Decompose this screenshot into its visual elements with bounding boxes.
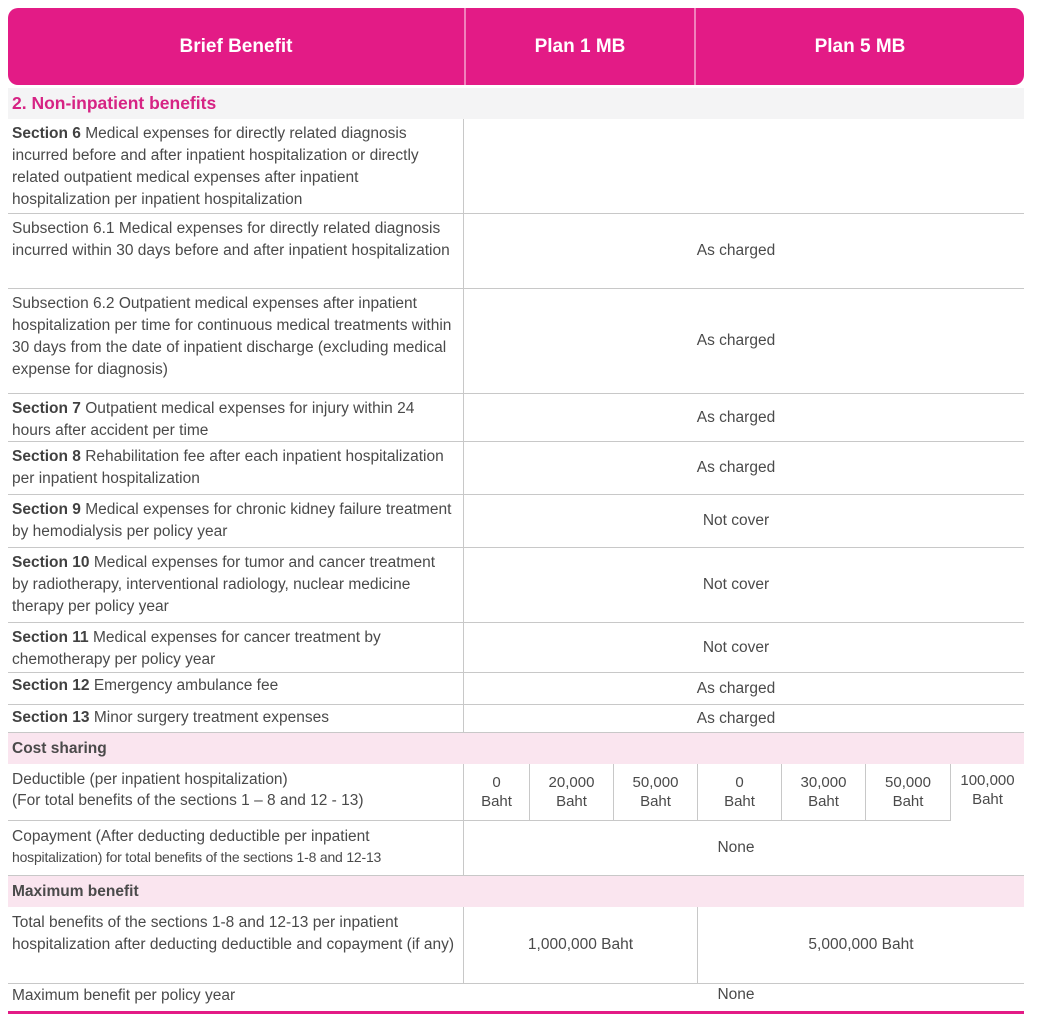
deductible-value-cell: 50,000 Baht	[614, 764, 698, 821]
deductible-label	[8, 764, 464, 821]
benefit-value: Not cover	[702, 638, 770, 656]
table-row-section-7	[8, 394, 1024, 442]
header-brief-benefit: Brief Benefit	[179, 35, 293, 57]
copayment-value: None	[717, 839, 755, 856]
table-row-section-9	[8, 495, 1024, 548]
table-row-section-13	[8, 705, 1024, 733]
benefit-text: Emergency ambulance fee	[89, 677, 279, 694]
table-header	[8, 8, 1024, 85]
copayment-label	[8, 821, 464, 875]
table-row-copayment	[8, 821, 1024, 876]
benefit-value: As charged	[696, 332, 776, 349]
benefit-value: As charged	[696, 242, 776, 259]
deductible-label-line1: Deductible (per inpatient hospitalization)	[12, 771, 288, 788]
benefit-value: As charged	[696, 679, 776, 697]
table-row-section-12	[8, 673, 1024, 705]
benefit-label	[8, 394, 464, 441]
deductible-label-line2: (For total benefits of the sections 1 – 8 and 12 - 13)	[12, 792, 364, 809]
benefit-label	[8, 623, 464, 672]
benefit-label	[8, 442, 464, 494]
deductible-value-cell: 100,000 Baht	[960, 772, 1015, 808]
benefit-value: Not cover	[702, 512, 770, 529]
table-row-subsection-6-1	[8, 214, 1024, 289]
section-number: Section 12	[12, 677, 90, 694]
benefit-text: Medical expenses for chronic kidney failure treatment by hemodialysis per policy year	[12, 501, 452, 540]
section-number: Section 8	[12, 448, 81, 465]
section-number: Section 13	[12, 709, 90, 726]
max-benefit-per-year-value: None	[717, 986, 755, 1003]
deductible-value-cell: 30,000 Baht	[782, 764, 866, 821]
benefit-table	[8, 8, 1024, 1014]
table-bottom-border	[8, 1011, 1024, 1014]
benefit-label	[8, 705, 464, 732]
benefit-text: Minor surgery treatment expenses	[89, 709, 330, 726]
max-benefit-per-year-label: Maximum benefit per policy year	[12, 987, 236, 1004]
benefit-text: Medical expenses for tumor and cancer treatment by radiotherapy, interventional radiology, nuclear medicine therapy per policy year	[12, 554, 436, 615]
benefit-text: Outpatient medical expenses for injury within 24 hours after accident per time	[12, 400, 415, 439]
benefit-value	[464, 119, 1024, 213]
table-row-deductible	[8, 764, 1024, 821]
total-benefits-plan1-value: 1,000,000 Baht	[464, 907, 698, 983]
deductible-value-cell: 0 Baht	[464, 764, 530, 821]
section-number: Section 7	[12, 400, 81, 417]
deductible-value-cell: 50,000 Baht	[866, 764, 951, 821]
table-row-subsection-6-2	[8, 289, 1024, 394]
benefit-value: As charged	[696, 408, 776, 426]
benefit-label	[8, 119, 464, 213]
deductible-value-cell: 20,000 Baht	[530, 764, 614, 821]
benefit-text: Subsection 6.2 Outpatient medical expenses after inpatient hospitalization per time for continuous medical treatments within 30 days from the date of inpatient discharge (excluding medical expense for diagnosis)	[12, 295, 452, 378]
benefit-value: Not cover	[702, 576, 770, 593]
section-title: 2. Non-inpatient benefits	[8, 88, 1024, 119]
benefit-label	[8, 673, 464, 704]
deductible-values	[464, 764, 1024, 821]
benefit-label	[8, 495, 464, 547]
benefit-text: Rehabilitation fee after each inpatient hospitalization per inpatient hospitalization	[12, 448, 444, 487]
table-row-section-10	[8, 548, 1024, 623]
benefit-label	[8, 214, 464, 288]
table-row-total-benefits	[8, 907, 1024, 984]
cost-sharing-header: Cost sharing	[8, 733, 1024, 764]
table-row-max-benefit-per-year	[8, 984, 1024, 1011]
section-number: Section 9	[12, 501, 81, 518]
table-row-section-11	[8, 623, 1024, 673]
benefit-text: Medical expenses for directly related diagnosis incurred before and after inpatient hospitalization or directly related outpatient medical expenses after inpatient hospitalization per inpatient hospitalization	[12, 125, 419, 208]
section-number: Section 11	[12, 629, 89, 646]
section-number: Section 6	[12, 125, 81, 142]
maximum-benefit-header: Maximum benefit	[8, 876, 1024, 907]
copayment-label-line1: Copayment (After deducting deductible per inpatient	[12, 828, 370, 845]
header-plan-1mb: Plan 1 MB	[534, 35, 626, 57]
benefit-label	[8, 548, 464, 622]
total-benefits-plan5-value: 5,000,000 Baht	[808, 936, 914, 953]
benefit-value: As charged	[696, 709, 776, 727]
benefit-text: Subsection 6.1 Medical expenses for directly related diagnosis incurred within 30 days before and after inpatient hospitalization	[12, 220, 450, 259]
table-row-section-6	[8, 119, 1024, 214]
copayment-label-line2: hospitalization) for total benefits of the sections 1-8 and 12-13	[12, 849, 382, 865]
benefit-text: Medical expenses for cancer treatment by chemotherapy per policy year	[12, 629, 381, 668]
table-row-section-8	[8, 442, 1024, 495]
benefit-value: As charged	[696, 459, 776, 476]
deductible-value-cell: 0 Baht	[698, 764, 782, 821]
total-benefits-label: Total benefits of the sections 1-8 and 12-13 per inpatient hospitalization after deducting deductible and copayment (if any)	[8, 907, 464, 983]
section-number: Section 10	[12, 554, 90, 571]
header-plan-5mb: Plan 5 MB	[814, 35, 906, 57]
benefit-label	[8, 289, 464, 393]
